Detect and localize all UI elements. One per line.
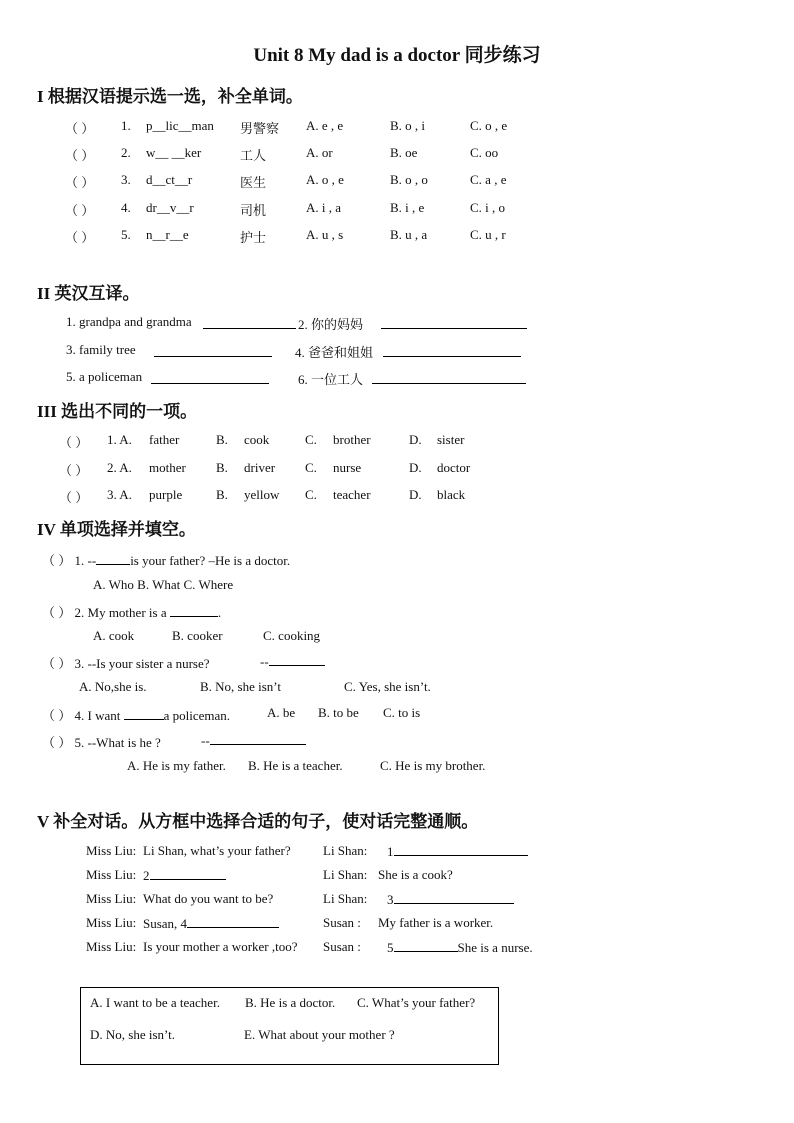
q5-option-a: A. He is my father.	[127, 758, 226, 773]
item-number: 3. A.	[107, 487, 132, 502]
option-b: B. oe	[390, 145, 418, 160]
item-number: 3.	[121, 172, 131, 187]
dialog-line	[143, 843, 291, 859]
answer-blank[interactable]	[210, 732, 306, 745]
answer-blank[interactable]	[124, 707, 164, 720]
s4-q3	[42, 653, 210, 672]
q3-option-c: C. Yes, she isn’t.	[344, 679, 431, 694]
item-number: 2. A.	[107, 460, 132, 475]
answer-blank[interactable]	[96, 552, 130, 565]
option-label: C.	[305, 460, 317, 475]
option-label: D.	[409, 460, 422, 475]
q3-stem: 3. --Is your sister a nurse?	[74, 656, 210, 671]
answer-blank[interactable]	[383, 344, 521, 357]
q4-option-a: A. be	[267, 705, 296, 720]
section-2-heading: II 英汉互译。	[37, 284, 140, 303]
option-d: doctor	[437, 460, 471, 475]
option-b: B. u , a	[390, 227, 428, 242]
section-4-heading: IV 单项选择并填空。	[37, 520, 196, 539]
speaker-label: Miss Liu:	[86, 843, 137, 858]
dialog-text: She is a nurse.	[457, 940, 533, 955]
q5-option-c: C. He is my brother.	[380, 758, 486, 773]
box-option-c: C. What’s your father?	[357, 995, 476, 1010]
option-a: purple	[149, 487, 183, 502]
answer-paren[interactable]: （ ）	[65, 230, 95, 245]
q5-dash: --	[201, 733, 210, 748]
box-option-e: E. What about your mother ?	[244, 1027, 395, 1042]
item-word: p__lic__man	[146, 118, 214, 133]
dialog-text: 2	[143, 868, 150, 883]
page-title: Unit 8 My dad is a doctor 同步练习	[253, 45, 541, 66]
dialog-text: 5	[387, 940, 394, 955]
speaker-label: Susan :	[323, 939, 361, 954]
option-b: driver	[244, 460, 276, 475]
option-c: C. a , e	[470, 172, 507, 187]
q3-dash: --	[260, 654, 269, 669]
answer-paren[interactable]: （ ）	[59, 463, 89, 478]
option-b: yellow	[244, 487, 280, 502]
option-label: D.	[409, 432, 422, 447]
answer-blank[interactable]	[394, 939, 458, 952]
item-chinese-hint: 护士	[240, 230, 267, 245]
translate-item: 6. 一位工人	[298, 372, 364, 387]
answer-paren[interactable]: （ ）	[59, 490, 89, 505]
translate-item: 4. 爸爸和姐姐	[295, 345, 374, 360]
option-label: B.	[216, 487, 228, 502]
q1-stem: 1. --	[74, 553, 97, 568]
speaker-label: Miss Liu:	[86, 891, 137, 906]
speaker-label: Susan :	[323, 915, 361, 930]
speaker-label: Miss Liu:	[86, 915, 137, 930]
box-option-a: A. I want to be a teacher.	[90, 995, 220, 1010]
q2-option-c: C. cooking	[263, 628, 321, 643]
dialog-line	[143, 915, 279, 932]
answer-blank[interactable]	[269, 653, 325, 666]
option-label: C.	[305, 432, 317, 447]
option-a: A. o , e	[306, 172, 344, 187]
item-word: dr__v__r	[146, 200, 194, 215]
dialog-line	[143, 939, 298, 955]
option-c: C. i , o	[470, 200, 506, 215]
q4-stem-end: a policeman.	[163, 708, 231, 723]
option-c: C. u , r	[470, 227, 506, 242]
q2-option-a: A. cook	[93, 628, 135, 643]
option-a: A. u , s	[306, 227, 344, 242]
q3-option-b: B. No, she isn’t	[200, 679, 282, 694]
item-word: n__r__e	[146, 227, 189, 242]
dialog-line	[143, 891, 273, 907]
dialog-line	[387, 891, 514, 908]
option-a: father	[149, 432, 180, 447]
q4-option-b: B. to be	[318, 705, 359, 720]
answer-blank[interactable]	[381, 316, 527, 329]
q5-stem: 5. --What is he ?	[74, 735, 161, 750]
option-b: B. i , e	[390, 200, 425, 215]
dialog-text: She is a cook?	[378, 867, 453, 882]
translate-item: 3. family tree	[66, 342, 136, 357]
item-chinese-hint: 司机	[240, 203, 267, 218]
dialog-line	[378, 867, 453, 883]
option-c: C. o , e	[470, 118, 508, 133]
speaker-label: Li Shan:	[323, 867, 368, 882]
s4-q1	[42, 550, 290, 569]
section-5-heading: V 补全对话。从方框中选择合适的句子，使对话完整通顺。	[37, 812, 479, 831]
item-number: 4.	[121, 200, 131, 215]
answer-blank[interactable]	[203, 316, 296, 329]
dialog-text: Susan, 4	[143, 916, 188, 931]
answer-blank[interactable]	[372, 371, 526, 384]
section-1-heading: I 根据汉语提示选一选，补全单词。	[37, 87, 303, 106]
option-d: sister	[437, 432, 465, 447]
answer-paren[interactable]: （ ）	[65, 203, 95, 218]
translate-item: 5. a policeman	[66, 369, 143, 384]
q5-option-b: B. He is a teacher.	[248, 758, 343, 773]
answer-paren[interactable]: （ ）	[65, 148, 95, 163]
answer-blank[interactable]	[150, 867, 226, 880]
option-d: black	[437, 487, 466, 502]
s4-q1-options: A. Who B. What C. Where	[93, 577, 234, 592]
option-label: D.	[409, 487, 422, 502]
q4-stem: 4. I want	[74, 708, 121, 723]
item-number: 2.	[121, 145, 131, 160]
dialog-text: Is your mother a worker ,too?	[143, 939, 298, 954]
option-c: C. oo	[470, 145, 499, 160]
options-box	[80, 987, 499, 1065]
option-a: A. i , a	[306, 200, 342, 215]
q2-stem: 2. My mother is a	[74, 605, 167, 620]
item-word: w__ __ker	[146, 145, 202, 160]
box-option-d: D. No, she isn’t.	[90, 1027, 175, 1042]
item-number: 1.	[121, 118, 131, 133]
dialog-line	[143, 867, 226, 884]
q3-answer-line	[260, 653, 325, 670]
answer-blank[interactable]	[187, 915, 279, 928]
dialog-line	[387, 843, 528, 860]
answer-paren[interactable]: （ ）	[65, 121, 95, 136]
section-3-heading: III 选出不同的一项。	[37, 402, 198, 421]
q1-stem-end: is your father? –He is a doctor.	[130, 553, 291, 568]
q3-option-a: A. No,she is.	[79, 679, 147, 694]
item-number: 1. A.	[107, 432, 132, 447]
q2-stem-end: .	[217, 605, 222, 620]
option-label: C.	[305, 487, 317, 502]
box-option-b: B. He is a doctor.	[245, 995, 336, 1010]
answer-paren[interactable]: （ ）	[42, 708, 72, 723]
q5-answer-line	[201, 732, 306, 749]
s4-q2	[42, 602, 221, 621]
option-a: mother	[149, 460, 186, 475]
option-c: teacher	[333, 487, 371, 502]
item-chinese-hint: 医生	[240, 175, 267, 190]
answer-paren[interactable]: （ ）	[42, 735, 72, 750]
answer-blank[interactable]	[394, 891, 514, 904]
dialog-line	[378, 915, 493, 931]
answer-paren[interactable]: （ ）	[42, 656, 72, 671]
option-a: A. or	[306, 145, 333, 160]
item-number: 5.	[121, 227, 131, 242]
dialog-text: 1	[387, 844, 394, 859]
answer-blank[interactable]	[394, 843, 528, 856]
speaker-label: Miss Liu:	[86, 939, 137, 954]
translate-item: 1. grandpa and grandma	[66, 314, 192, 329]
speaker-label: Li Shan:	[323, 843, 368, 858]
answer-blank[interactable]	[151, 371, 269, 384]
option-label: B.	[216, 432, 228, 447]
answer-blank[interactable]	[170, 604, 218, 617]
answer-blank[interactable]	[154, 344, 272, 357]
option-c: nurse	[333, 460, 362, 475]
speaker-label: Li Shan:	[323, 891, 368, 906]
option-c: brother	[333, 432, 371, 447]
dialog-text: 3	[387, 892, 394, 907]
dialog-text: Li Shan, what’s your father?	[143, 843, 291, 858]
item-word: d__ct__r	[146, 172, 193, 187]
option-b: cook	[244, 432, 270, 447]
q4-option-c: C. to is	[383, 705, 421, 720]
answer-paren[interactable]: （ ）	[42, 553, 72, 568]
q2-option-b: B. cooker	[172, 628, 223, 643]
speaker-label: Miss Liu:	[86, 867, 137, 882]
item-chinese-hint: 男警察	[240, 121, 280, 136]
dialog-text: My father is a worker.	[378, 915, 494, 930]
option-b: B. o , i	[390, 118, 426, 133]
option-b: B. o , o	[390, 172, 428, 187]
s4-q5	[42, 732, 161, 751]
item-chinese-hint: 工人	[240, 148, 267, 163]
translate-item: 2. 你的妈妈	[298, 317, 364, 332]
dialog-text: What do you want to be?	[143, 891, 274, 906]
option-label: B.	[216, 460, 228, 475]
answer-paren[interactable]: （ ）	[59, 435, 89, 450]
s4-q4	[42, 705, 230, 724]
answer-paren[interactable]: （ ）	[42, 605, 72, 620]
option-a: A. e , e	[306, 118, 344, 133]
dialog-line	[387, 939, 533, 956]
answer-paren[interactable]: （ ）	[65, 175, 95, 190]
